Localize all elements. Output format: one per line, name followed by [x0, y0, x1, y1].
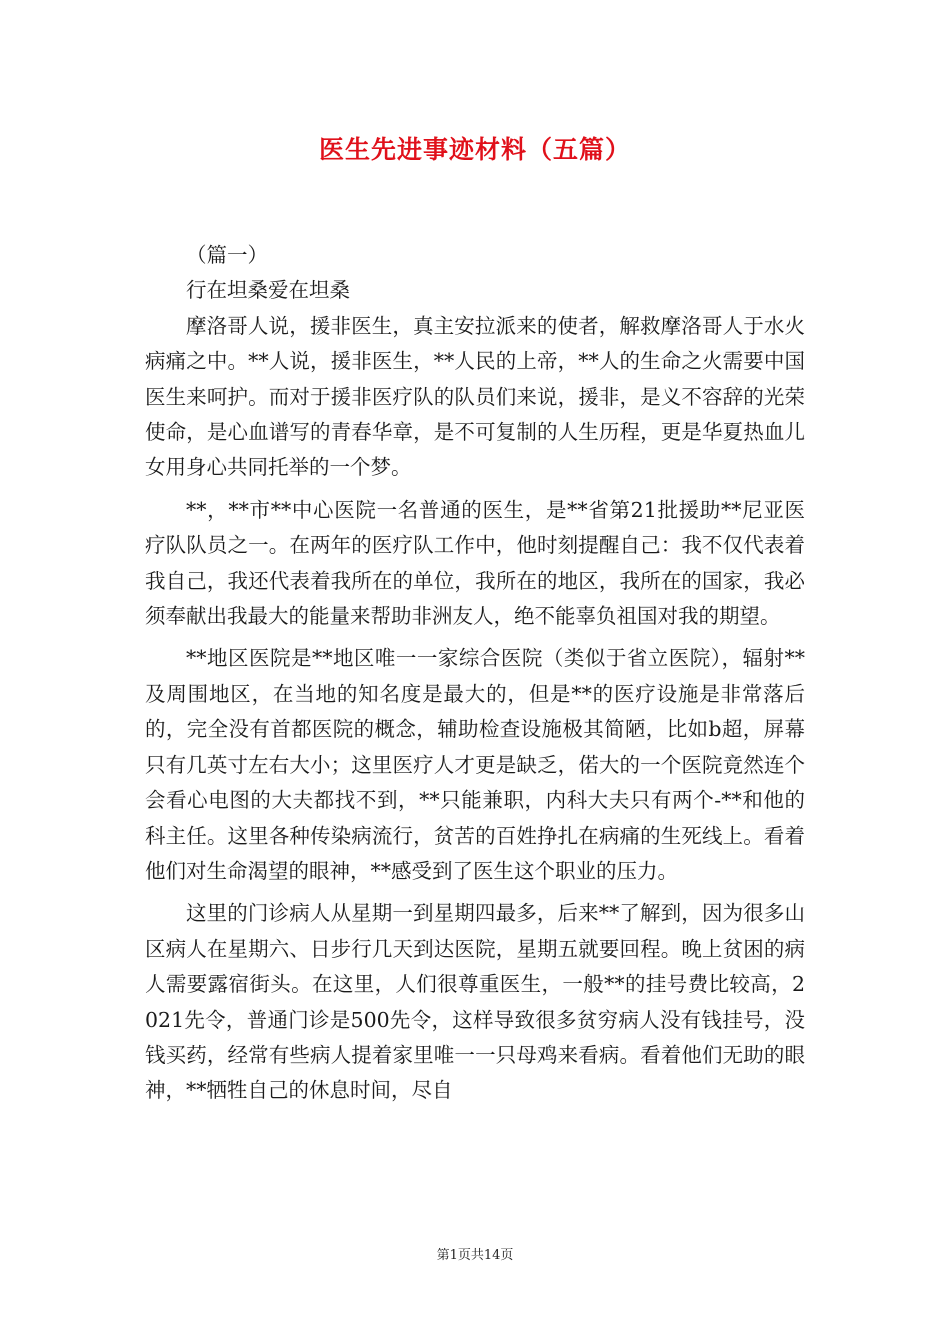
- page-title: 医生先进事迹材料（五篇）: [318, 135, 631, 164]
- page-footer: 第1页共14页: [436, 1248, 514, 1263]
- paragraph: **地区医院是**地区唯一一家综合医院（类似于省立医院），辐射**及周围地区，在当地的知名度是最大的，但是**的医疗设施是非常落后的，完全没有首都医院的概念，辅助检查设施极其简陋，比如b超，屏幕只有几英寸左右大小；这里医疗人才更是缺乏，偌大的一个医院竟然连个会看心电图的大夫都找不到，**只能兼职，内科大夫只有两个-**和他的科主任。这里各种传染病流行，贫苦的百姓挣扎在病痛的生死线上。看着他们对生命渴望的眼神，**感受到了医生这个职业的压力。: [145, 646, 805, 883]
- section-label: （篇一）: [186, 243, 268, 267]
- document-body: [145, 238, 805, 1109]
- paragraph: 摩洛哥人说，援非医生，真主安拉派来的使者，解救摩洛哥人于水火病痛之中。**人说，援非医生，**人民的上帝，**人的生命之火需要中国医生来呵护。而对于援非医疗队的队员们来说，援非，是义不容辞的光荣使命，是心血谱写的青春华章，是不可复制的人生历程，更是华夏热血儿女用身心共同托举的一个梦。: [145, 313, 805, 480]
- article-subtitle: 行在坦桑爱在坦桑: [186, 278, 350, 303]
- paragraph: 这里的门诊病人从星期一到星期四最多，后来**了解到，因为很多山区病人在星期六、日步行几天到达医院，星期五就要回程。晚上贫困的病人需要露宿街头。在这里，人们很尊重医生，一般**的挂号费比较高，2021先令，普通门诊是500先令，这样导致很多贫穷病人没有钱挂号，没钱买药，经常有些病人提着家里唯一一只母鸡来看病。看着他们无助的眼神，**牺牲自己的休息时间，尽自: [145, 901, 805, 1103]
- paragraph: **，**市**中心医院一名普通的医生，是**省第21批援助**尼亚医疗队队员之一。在两年的医疗队工作中，他时刻提醒自己：我不仅代表着我自己，我还代表着我所在的单位，我所在的地区，我所在的国家，我必须奉献出我最大的能量来帮助非洲友人，绝不能辜负祖国对我的期望。: [145, 497, 805, 629]
